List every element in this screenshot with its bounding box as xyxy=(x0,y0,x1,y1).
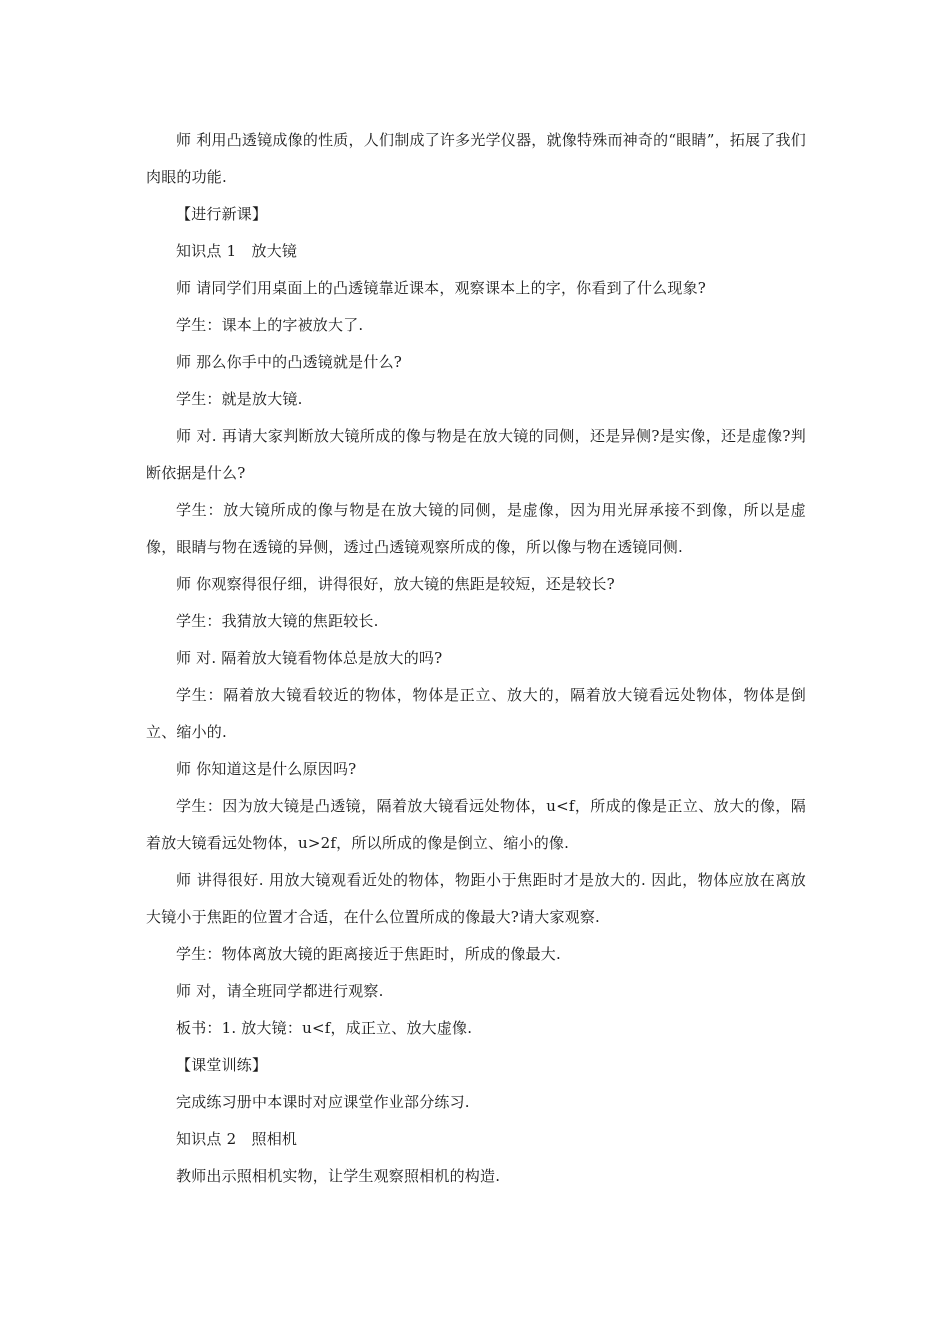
paragraph-teacher: 师 那么你手中的凸透镜就是什么? xyxy=(176,353,403,371)
document-body xyxy=(146,122,806,1195)
knowledge-point-2-heading: 知识点 2 照相机 xyxy=(176,1130,298,1148)
paragraph-teacher: 师 你观察得很仔细，讲得很好，放大镜的焦距是较短，还是较长? xyxy=(176,575,615,593)
section-heading-new-lesson: 【进行新课】 xyxy=(176,205,268,223)
paragraph-teacher: 师 请同学们用桌面上的凸透镜靠近课本，观察课本上的字，你看到了什么现象? xyxy=(176,279,707,297)
paragraph-student: 学生：我猜放大镜的焦距较长. xyxy=(176,612,379,630)
paragraph-teacher: 师 讲得很好. 用放大镜观看近处的物体，物距小于焦距时才是放大的. 因此，物体应放在离放大镜小于焦距的位置才合适，在什么位置所成的像最大?请大家观察. xyxy=(146,871,806,926)
paragraph-student: 学生：物体离放大镜的距离接近于焦距时，所成的像最大. xyxy=(176,945,561,963)
paragraph-student: 学生：隔着放大镜看较近的物体，物体是正立、放大的，隔着放大镜看远处物体，物体是倒立、缩小的. xyxy=(146,686,806,741)
section-heading-class-practice: 【课堂训练】 xyxy=(176,1056,268,1074)
paragraph-student: 学生：课本上的字被放大了. xyxy=(176,316,364,334)
paragraph-teacher: 师 对. 隔着放大镜看物体总是放大的吗? xyxy=(176,649,443,667)
paragraph-teacher: 师 对，请全班同学都进行观察. xyxy=(176,982,384,1000)
paragraph-intro: 师 利用凸透镜成像的性质，人们制成了许多光学仪器，就像特殊而神奇的“眼睛”，拓展了我们肉眼的功能. xyxy=(146,131,806,186)
knowledge-point-1-heading: 知识点 1 放大镜 xyxy=(176,242,298,260)
paragraph-student: 学生：就是放大镜. xyxy=(176,390,303,408)
paragraph-practice-instruction: 完成练习册中本课时对应课堂作业部分练习. xyxy=(176,1093,470,1111)
paragraph-blackboard-note: 板书：1. 放大镜：u<f，成正立、放大虚像. xyxy=(176,1019,473,1037)
paragraph-teacher: 师 对. 再请大家判断放大镜所成的像与物是在放大镜的同侧，还是异侧?是实像，还是虚像?判断依据是什么? xyxy=(146,427,806,482)
paragraph-student: 学生：因为放大镜是凸透镜，隔着放大镜看远处物体，u<f，所成的像是正立、放大的像，隔着放大镜看远处物体，u>2f，所以所成的像是倒立、缩小的像. xyxy=(146,797,806,852)
paragraph-student: 学生：放大镜所成的像与物是在放大镜的同侧，是虚像，因为用光屏承接不到像，所以是虚像，眼睛与物在透镜的异侧，透过凸透镜观察所成的像，所以像与物在透镜同侧. xyxy=(146,501,806,556)
paragraph-teacher: 师 你知道这是什么原因吗? xyxy=(176,760,357,778)
paragraph-teacher-demo: 教师出示照相机实物，让学生观察照相机的构造. xyxy=(176,1167,501,1185)
